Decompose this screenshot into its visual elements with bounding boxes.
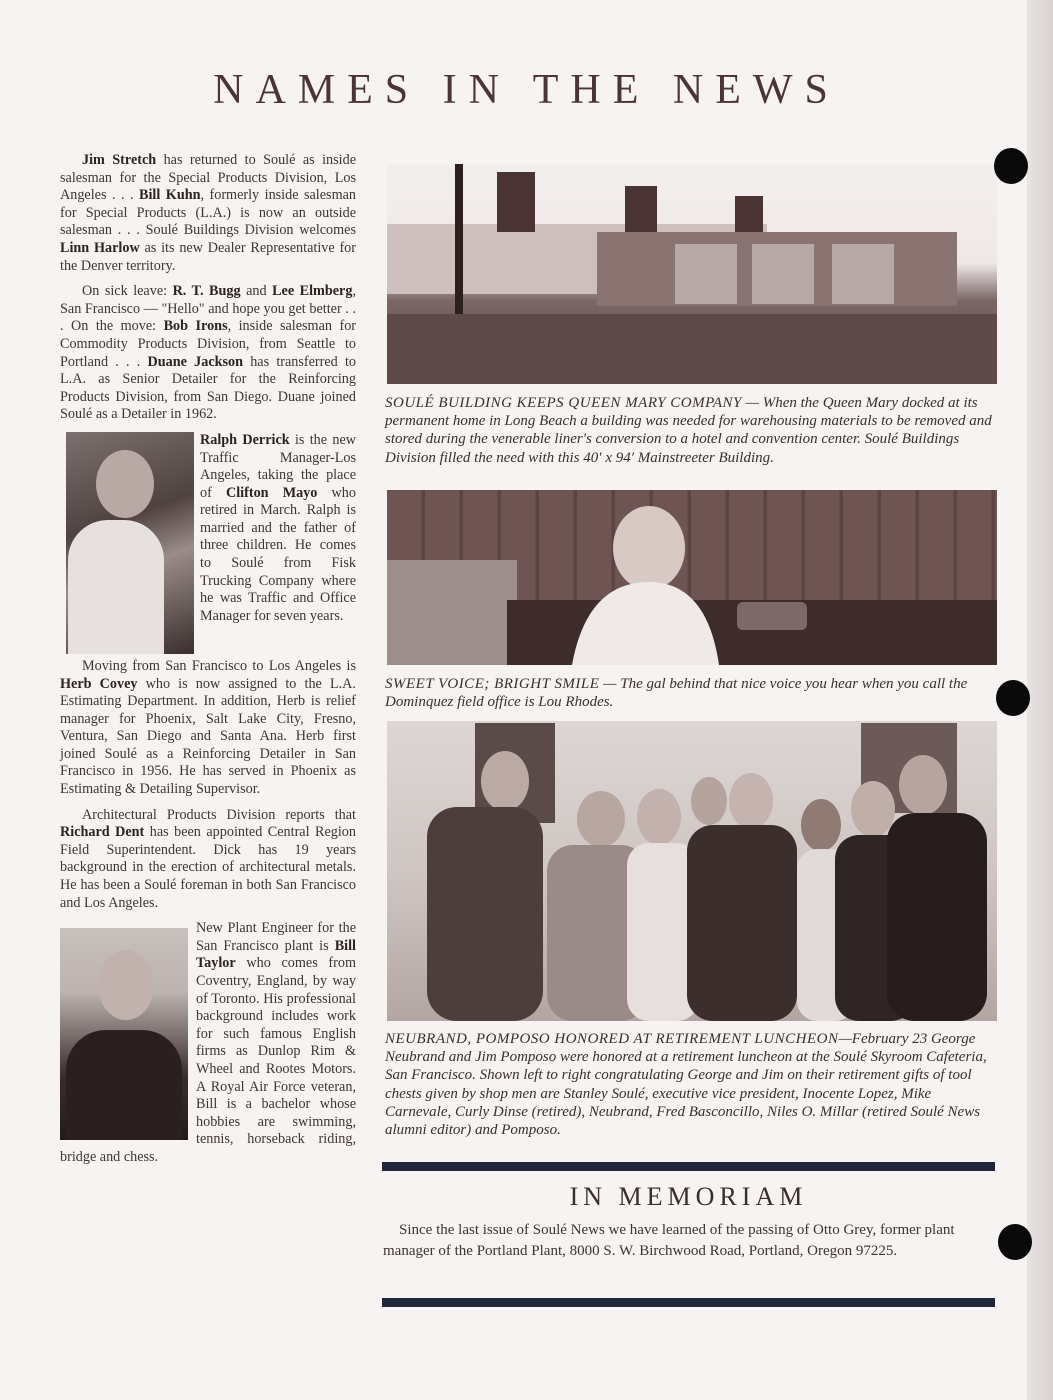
warehouse-door [832,244,894,304]
photo-figure-head [96,450,154,518]
text: Moving from San Francisco to Los Angeles is [82,657,356,674]
photo-retirement-luncheon [387,721,997,1021]
memoriam-text: Since the last issue of Soulé News we have learned of the passing of Otto Grey, former plant manager of the Portland Plant, 8000 S. W. Birchwood Road, Portland, Oregon 97225. [383,1222,955,1259]
name-ralph-derrick: Ralph Derrick [200,431,290,448]
paragraph-covey [60,658,356,799]
caption-text: —February 23 George Neubrand and Jim Pomposo were honored at a retirement luncheon at the Soulé Skyroom Cafeteria, San Francisco. Shown left to right congratulating George and Jim on their retirement gifts of tool chests given by shop men are Stanley Soulé, executive vice president, Inocente Lopez, Mike Carnevale, Curly Dinse (retired), Neubrand, Fred Basconcillo, Niles O. Millar (retired Soulé News alumni editor) and Pomposo. [385,1031,987,1139]
photo-queen-mary-building [387,164,997,384]
group-of-men [427,751,987,1021]
name-bill-taylor: Bill Taylor [196,937,356,972]
memoriam-title: IN MEMORIAM [569,1182,808,1211]
text: who retired in March. Ralph is married and the father of three children. He comes to Soulé from Fisk Trucking Company where he was Traffic and Office Manager for seven years. [200,484,356,624]
caption-text: — The gal behind that nice voice you hear when you call the Dominquez field office is Lou Rhodes. [385,676,968,711]
name-richard-dent: Richard Dent [60,824,145,841]
photo-ralph-derrick [66,432,194,654]
person-head [851,781,895,837]
name-herb-covey: Herb Covey [60,675,138,692]
ground [387,314,997,384]
warehouse-door [675,244,737,304]
paragraph-stretch [60,152,356,275]
binder-hole [994,148,1028,184]
woman-body [572,582,719,665]
text: , formerly inside salesman for Special Products (L.A.) is now an outside salesman . . . Soulé Buildings Division welcomes [60,187,356,239]
page-edge [1027,0,1053,1400]
name-lee-elmberg: Lee Elmberg [272,283,353,300]
utility-pole [455,164,463,336]
person-head [637,789,681,845]
photo-ship-scene [387,164,997,384]
text: is the new Traffic Manager-Los Angeles, taking the place of [200,431,356,501]
ship-funnel [497,172,535,232]
name-bill-kuhn: Bill Kuhn [139,187,201,204]
text: has transferred to L.A. as Senior Detailer for the Reinforcing Products Division, from San Diego. Duane joined Soulé as a Detailer in 1962. [60,353,356,423]
person-plaid-shirt [687,825,797,1021]
person-head [481,751,529,811]
person-head [729,773,773,829]
typewriter [387,560,517,665]
text: and [240,283,273,300]
paragraph-sick-leave [60,283,356,424]
caption-sweet-voice [385,675,997,711]
person-head [899,755,947,815]
warehouse-door [752,244,814,304]
caption-heading: SWEET VOICE; BRIGHT SMILE [385,676,600,692]
text: who is now assigned to the L.A. Estimating Department. In addition, Herb is relief manager for Phoenix, Salt Lake City, Fresno, Ventura, San Diego and Santa Ana. Herb first joined Soulé as a Reinforcing Detailer in San Francisco in 1956. He has served in Phoenix as Estimating & Detailing Supervisor. [60,675,356,798]
text: has been appointed Central Region Field Superintendent. Dick has 19 years background in the erection of architectural metals. He has been a Soulé foreman in both San Francisco and Los Angeles. [60,824,356,911]
caption-queen-mary [385,394,997,467]
person-suit [887,813,987,1021]
photo-figure-body [68,520,164,654]
person-suit [427,807,543,1021]
binder-hole [998,1224,1032,1260]
page-title: NAMES IN THE NEWS [213,67,840,113]
caption-heading: SOULÉ BUILDING KEEPS QUEEN MARY COMPANY [385,395,742,411]
text: , inside salesman for Commodity Products Division, from Seattle to Portland . . . [60,318,357,370]
photo-figure-body [66,1030,182,1140]
text: who comes from Coventry, England, by way of Toronto. His professional background includes work for such famous English firms as Dunlop Rim & Wheel and Rootes Motors. A Royal Air Force veteran, Bill is a bachelor whose hobbies are swimming, tennis, horseback riding, bridge and chess. [60,955,356,1165]
woman-head [613,506,685,590]
ship-funnel [625,186,657,234]
name-clifton-mayo: Clifton Mayo [225,484,318,501]
photo-group-scene [387,721,997,1021]
name-linn-harlow: Linn Harlow [60,239,140,256]
photo-figure-head [98,950,154,1020]
desk-telephone [737,602,807,630]
person-head [691,777,727,825]
text: , San Francisco — "Hello" and hope you get better . . . On the move: [60,283,356,335]
binder-hole [996,680,1030,716]
text: New Plant Engineer for the San Francisco plant is [196,920,356,954]
name-duane-jackson: Duane Jackson [147,353,244,370]
memoriam-top-rule [382,1162,995,1171]
text: On sick leave: [82,283,173,300]
left-column [60,152,356,1175]
photo-bill-taylor [60,928,188,1140]
caption-retirement-luncheon [385,1030,997,1139]
caption-heading: NEUBRAND, POMPOSO HONORED AT RETIREMENT LUNCHEON [385,1031,839,1047]
paragraph-dent [60,807,356,913]
name-bob-irons: Bob Irons [163,318,228,335]
text: has returned to Soulé as inside salesman for the Special Products Division, Los Angeles . . . [60,152,356,204]
memoriam-bottom-rule [382,1298,995,1307]
person-head [801,799,841,851]
text: as its new Dealer Representative for the Denver territory. [60,239,356,274]
text: Architectural Products Division reports that [82,806,356,823]
name-rt-bugg: R. T. Bugg [172,283,241,300]
photo-lou-rhodes [387,490,997,665]
caption-text: — When the Queen Mary docked at its permanent home in Long Beach a building was needed for warehousing materials to be removed and stored during the venerable liner's conversion to a hotel and convention center. Soulé Buildings Division filled the need with this 40′ x 94′ Mainstreeter Building. [385,395,992,466]
ship-funnel [735,196,763,236]
person-head [577,791,625,847]
name-jim-stretch: Jim Stretch [82,152,157,168]
photo-phone-scene [387,490,997,665]
